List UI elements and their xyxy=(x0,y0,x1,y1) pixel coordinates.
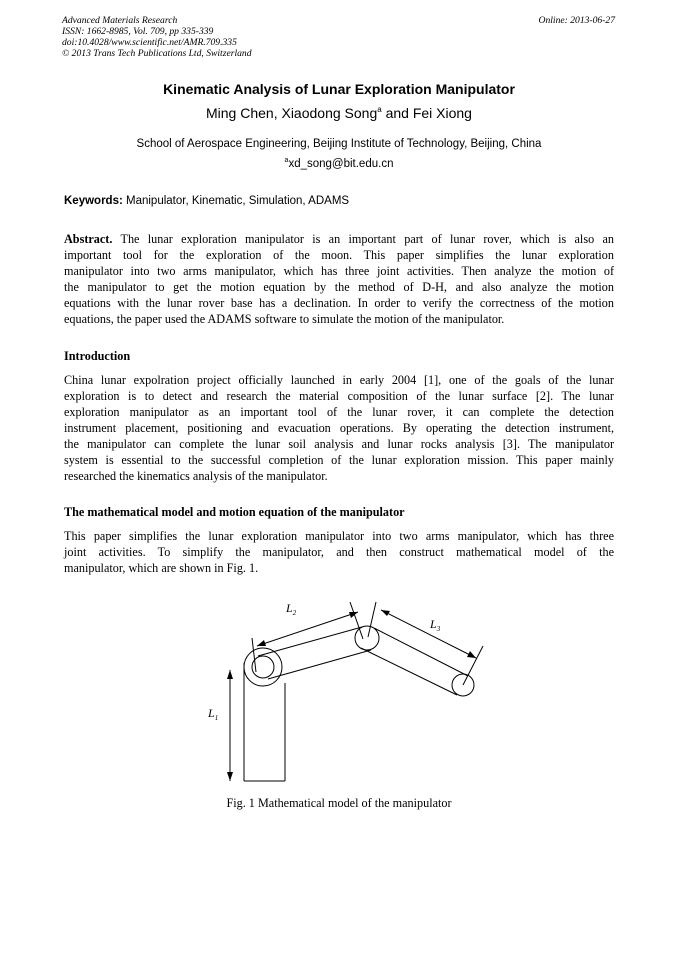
abstract xyxy=(64,231,614,327)
joint-1-outer xyxy=(244,648,282,686)
issn-line: ISSN: 1662-8985, Vol. 709, pp 335-339 xyxy=(62,26,214,37)
intro-line: researched the kinematics analysis of the manipulator. xyxy=(64,469,328,483)
paper-title: Kinematic Analysis of Lunar Exploration Manipulator xyxy=(163,81,515,97)
journal-name: Advanced Materials Research xyxy=(62,15,178,26)
arm-2-top-edge xyxy=(374,628,468,676)
l3-arrow-right xyxy=(467,651,476,658)
arm-1-bottom-edge xyxy=(268,650,371,679)
manipulator-diagram xyxy=(190,593,490,793)
affiliation: School of Aerospace Engineering, Beijing Institute of Technology, Beijing, China xyxy=(136,138,542,150)
l2-dimension-line xyxy=(257,612,358,646)
section-paragraph-model xyxy=(64,528,614,576)
author-email xyxy=(0,157,678,170)
intro-line: exploration is to detect and research the material composition of the lunar surface [2]. The lunar xyxy=(64,389,614,403)
section-line: This paper simplifies the lunar exploration manipulator into two arms manipulator, which has three xyxy=(64,529,614,543)
abstract-line: important tool for the exploration of the moon. This paper simplifies the lunar exploration xyxy=(64,248,614,262)
abstract-line: Abstract. The lunar exploration manipulator is an important part of lunar rover, which is also an xyxy=(64,232,614,246)
l3-arrow-left xyxy=(381,610,390,616)
intro-line: instrument placement, positioning and evacuation operations. By operating the detection instrument, xyxy=(64,421,614,435)
introduction-paragraph xyxy=(64,372,614,484)
intro-line: China lunar expolration project officially launched in early 2004 [1], one of the goals of the lunar xyxy=(64,373,614,387)
keywords xyxy=(64,195,349,207)
l3-label: $L_3$ xyxy=(430,617,441,633)
online-date: Online: 2013-06-27 xyxy=(538,15,615,26)
keywords-text: Manipulator, Kinematic, Simulation, ADAMS xyxy=(122,195,350,207)
l3-dimension-line xyxy=(381,610,476,658)
intro-line: system is essential to the successful completion of the lunar exploration mission. This paper mainly xyxy=(64,453,614,467)
author-list xyxy=(0,105,678,121)
abstract-label: Abstract. xyxy=(64,232,113,246)
l1-arrow-top xyxy=(227,670,233,679)
abstract-line: the manipulator to get the motion equation by the method of D-H, and also analyze the motion xyxy=(64,280,614,294)
joint-2 xyxy=(355,626,379,650)
axis-line-2 xyxy=(350,602,363,639)
intro-line: the manipulator can complete the lunar soil analysis and lunar rocks analysis [3]. The manipulator xyxy=(64,437,614,451)
axis-line-3 xyxy=(368,602,376,637)
l2-label: $L_2$ xyxy=(286,601,297,617)
introduction-heading: Introduction xyxy=(64,349,131,363)
copyright-line: © 2013 Trans Tech Publications Ltd, Switzerland xyxy=(62,48,252,59)
l1-label: $L_1$ xyxy=(208,706,219,722)
email-address: xd_song@bit.edu.cn xyxy=(288,158,394,170)
doi-line: doi:10.4028/www.scientific.net/AMR.709.335 xyxy=(62,37,237,48)
section-line: joint activities. To simplify the manipulator, and then construct mathematical model of the xyxy=(64,545,614,559)
abstract-line: equations with the lunar rover base has a declination. In order to verify the correctness of the motion xyxy=(64,296,614,310)
l2-arrow-right xyxy=(349,612,358,618)
axis-line-1 xyxy=(252,638,256,672)
section-heading-model: The mathematical model and motion equation of the manipulator xyxy=(64,505,405,519)
authors-part2: and Fei Xiong xyxy=(381,105,472,121)
arm-1-top-edge xyxy=(258,627,362,656)
figure-caption: Fig. 1 Mathematical model of the manipulator xyxy=(226,796,452,810)
author-superscript: a xyxy=(377,105,382,114)
email-superscript: a xyxy=(284,157,289,164)
l1-arrow-bottom xyxy=(227,772,233,781)
journal-metadata xyxy=(62,15,252,59)
abstract-line: manipulator into two arms manipulator, which has three joint activities. Then analyze the motion of xyxy=(64,264,614,278)
intro-line: exploration manipulator as an important tool of the lunar rover, it can complete the detection xyxy=(64,405,614,419)
arm-2-bottom-edge xyxy=(361,648,457,695)
keywords-label: Keywords: xyxy=(64,195,123,207)
l2-arrow-left xyxy=(257,640,266,646)
abstract-line: equations, the paper used the ADAMS software to simulate the motion of the manipulator. xyxy=(64,312,505,326)
axis-line-4 xyxy=(463,646,483,685)
authors-part1: Ming Chen, Xiaodong Song xyxy=(206,105,378,121)
section-line: manipulator, which are shown in Fig. 1. xyxy=(64,561,259,575)
